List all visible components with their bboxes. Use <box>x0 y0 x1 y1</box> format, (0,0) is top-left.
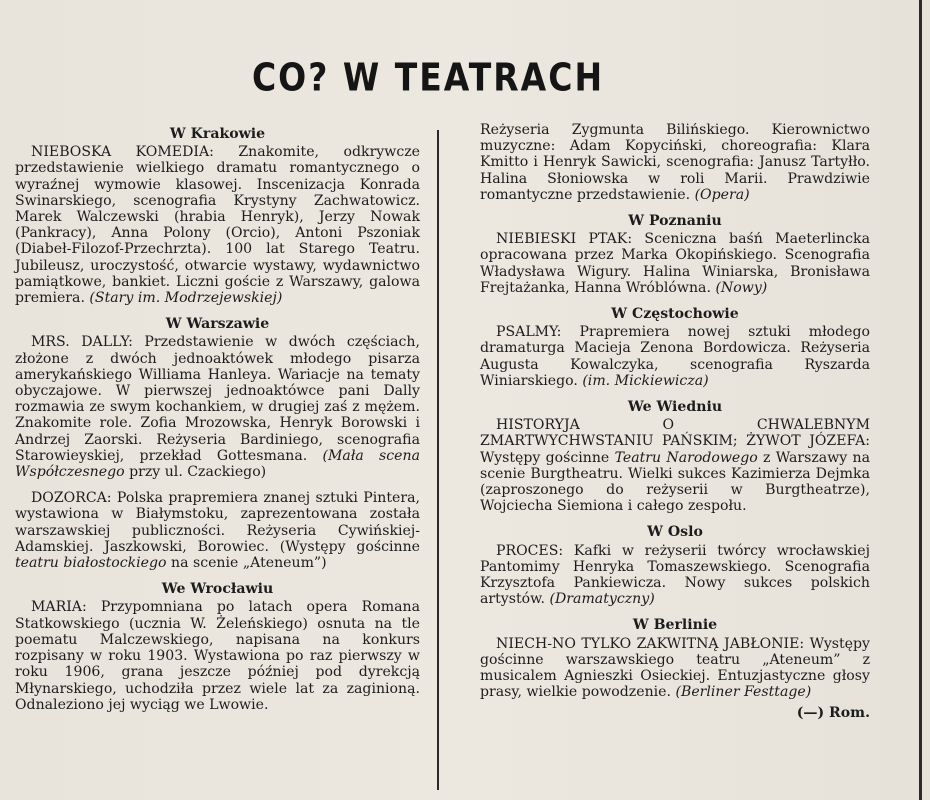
play-title: PSALMY: <box>496 324 562 341</box>
review-text: Reżyseria Zygmunta Bilińskiego. Kierownictwo muzyczne: Adam Kopyciński, choreografia: Klara Kmitto i Henryk Sawicki, scenografia: Janusz Tartyłło. Halina Słoniowska w roli Marii. Prawdziwie romantyczne przedstawienie. <box>480 122 870 203</box>
city-heading: We Wiedniu <box>627 399 723 416</box>
review-entry <box>480 231 870 296</box>
column-divider <box>437 130 439 790</box>
author-signature: (—) Rom. <box>796 704 870 721</box>
review-text-tail: z Warszawy na scenie Burgtheatru. Wielki sukces Kazimierza Dejmka (zaproszonego do reżyserii w Burgtheatrze), Wojciecha Siemiona i całego zespołu. <box>480 449 870 515</box>
review-entry <box>15 490 420 571</box>
city-heading: W Berlinie <box>632 617 718 634</box>
page-title: CO? W TEATRACH <box>251 55 605 100</box>
city-heading: W Warszawie <box>165 316 270 333</box>
venue-name: (Mała scena Współczesnego <box>15 447 420 481</box>
review-text: Występy gościnne <box>480 449 615 466</box>
review-text-tail: na scenie „Ateneum”) <box>166 555 327 572</box>
city-heading: W Krakowie <box>169 126 266 142</box>
venue-name: (Dramatyczny) <box>549 591 655 608</box>
play-title: DOZORCA: <box>31 490 112 507</box>
city-heading: W Częstochowie <box>611 306 739 323</box>
city-heading: We Wrocławiu <box>161 581 274 598</box>
review-text: Występy gościnne warszawskiego teatru „Ateneum” z musicalem Agnieszki Osieckiej. Entuzjastyczne głosy prasy, wielkie powodzenie. <box>480 635 871 701</box>
review-continuation <box>480 122 870 203</box>
review-text: Kafki w reżyserii twórcy wrocławskiej Pantomimy Henryka Tomaszewskiego. Scenografia Krzysztofa Pankiewicza. Nowy sukces polskich artystów. <box>480 542 870 608</box>
play-title: MRS. DALLY: <box>31 334 133 351</box>
review-entry <box>15 334 420 480</box>
review-entry <box>480 543 870 608</box>
play-title: NIECH-NO TYLKO ZAKWITNĄ JABŁONIE: <box>496 635 805 652</box>
venue-name: (Nowy) <box>715 279 768 296</box>
right-column <box>480 122 870 721</box>
venue-name: Teatru Narodowego <box>614 449 758 466</box>
review-text: Znakomite, odkrywcze przedstawienie wielkiego dramatu romantycznego o wyraźnej wymowie klasowej. Inscenizacja Konrada Swinarskiego, scenografia Krystyny Zachwatowicz. Marek Walczewski (hrabia Henryk), Jerzy Nowak (Pankracy), Anna Polony (Orcio), Antoni Pszoniak (Diabeł-Filozof-Przechrzta). 100 lat Starego Teatru. Jubileusz, uroczystość, otwarcie wystawy, wydawnictwo pamiątkowe, bankiet. Liczni goście z Warszawy, galowa premiera. <box>15 144 420 307</box>
venue-name: (Stary im. Modrzejewskiej) <box>89 290 283 307</box>
play-title: NIEBIESKI PTAK: <box>496 231 633 248</box>
review-entry <box>480 417 870 514</box>
review-text: Polska prapremiera znanej sztuki Pintera, wystawiona w Białymstoku, zaprezentowana została warszawskiej publiczności. Reżyseria Cywińskiej-Adamskiej. Jaszkowski, Borowiec. (Występy gościnne <box>15 490 420 555</box>
venue-name: (im. Mickiewicza) <box>582 372 709 389</box>
play-title: HISTORYJA O CHWALEBNYM ZMARTWYCHWSTANIU PAŃSKIM; ŻYWOT JÓZEFA: <box>480 417 870 450</box>
venue-name: (Berliner Festtage) <box>675 684 812 701</box>
venue-name: teatru białostockiego <box>15 555 167 572</box>
play-title: PROCES: <box>496 542 564 559</box>
page-edge-rule <box>919 0 922 800</box>
review-text: Sceniczna baśń Maeterlincka opracowana przez Marka Okopińskiego. Scenografia Władysława Wigury. Halina Winiarska, Bronisława Frejtażanka, Hanna Wróblówna. <box>480 231 870 296</box>
review-entry <box>15 599 420 712</box>
review-text: Przedstawienie w dwóch częściach, złożone z dwóch jednoaktówek młodego pisarza amerykańskiego Williama Hanleya. Wariacje na tematy obyczajowe. W pierwszej jednoaktówce pani Dally rozmawia ze swym kochankiem, w drugiej zaś z mężem. Znakomite role. Zofia Mrozowska, Henryk Borowski i Andrzej Zaorski. Reżyseria Bardiniego, scenografia Starowieyskiej, przekład Gottesmana. <box>15 334 420 464</box>
play-title: NIEBOSKA KOMEDIA: <box>31 144 214 161</box>
review-text: Przypomniana po latach opera Romana Statkowskiego (ucznia W. Żeleńskiego) osnuta na tle poematu Malczewskiego, napisana na konkurs rozpisany w roku 1903. Wystawiona po raz pierwszy w roku 1906, grana jeszcze później pod dyrekcją Młynarskiego, uchodziła przez wiele lat za zaginioną. Odnaleziono jej wyciąg we Lwowie. <box>15 599 420 713</box>
city-heading: W Oslo <box>647 524 703 541</box>
review-text-tail: przy ul. Czackiego) <box>124 464 267 481</box>
review-entry <box>15 144 420 306</box>
review-entry <box>480 636 870 701</box>
review-entry <box>480 324 870 389</box>
play-title: MARIA: <box>31 599 87 616</box>
venue-name: (Opera) <box>694 186 750 203</box>
review-text: Prapremiera nowej sztuki młodego dramaturga Macieja Zenona Bordowicza. Reżyseria Augusta Kowalczyka, scenografia Ryszarda Winiarskiego. <box>480 324 870 389</box>
city-heading: W Poznaniu <box>628 213 722 230</box>
left-column <box>15 126 420 723</box>
